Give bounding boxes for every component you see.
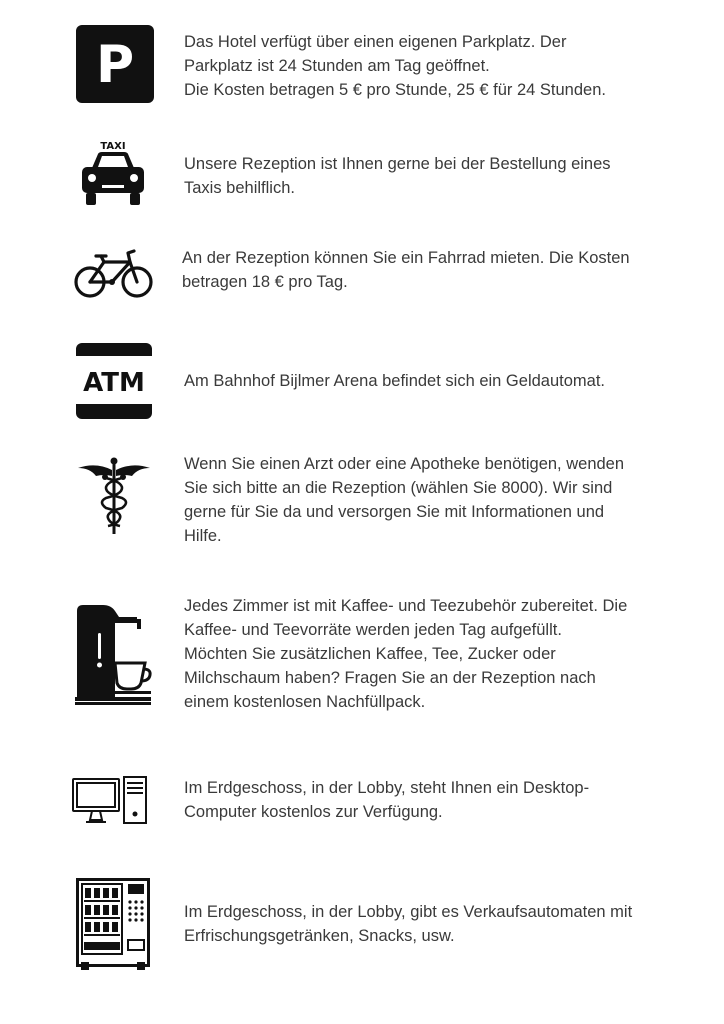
caduceus-icon [76,456,152,536]
taxi-icon [78,138,148,212]
vending-machine-icon [76,878,150,972]
bicycle-icon [74,248,154,300]
bicycle-text: An der Rezeption können Sie ein Fahrrad mieten. Die Kosten betragen 18 € pro Tag. [182,249,630,291]
computer-text: Im Erdgeschoss, in der Lobby, steht Ihnen ein Desktop- Computer kostenlos zur Verfügung. [184,779,590,821]
parking-icon [75,24,155,104]
taxi-icon-label: TAXI [100,141,126,152]
desktop-computer-icon [72,776,148,826]
vending-text: Im Erdgeschoss, in der Lobby, gibt es Verkaufsautomaten mit Erfrischungsgetränken, Snacks, usw. [184,903,633,945]
parking-icon-label: P [95,35,135,95]
coffee-text: Jedes Zimmer ist mit Kaffee- und Teezubehör zubereitet. Die Kaffee- und Teevorräte werden jeden Tag aufgefüllt. Möchten Sie zusätzlichen Kaffee, Tee, Zucker oder Milchschaum haben? Fragen Sie an der Rezeption nach einem kostenlosen Nachfüllpack. [184,597,628,711]
coffee-machine-icon [75,603,153,705]
medical-text: Wenn Sie einen Arzt oder eine Apotheke benötigen, wenden Sie sich bitte an die Rezeption (wählen Sie 8000). Wir sind gerne für Sie da und versorgen Sie mit Informationen und Hilfe. [184,455,625,545]
parking-text: Das Hotel verfügt über einen eigenen Parkplatz. Der Parkplatz ist 24 Stunden am Tag geöffnet. Die Kosten betragen 5 € pro Stunde, 25 € für 24 Stunden. [184,33,606,99]
atm-icon [75,342,153,420]
atm-icon-label: ATM [83,368,145,398]
taxi-text: Unsere Rezeption ist Ihnen gerne bei der Bestellung eines Taxis behilflich. [184,155,611,197]
atm-text: Am Bahnhof Bijlmer Arena befindet sich ein Geldautomat. [184,372,605,390]
